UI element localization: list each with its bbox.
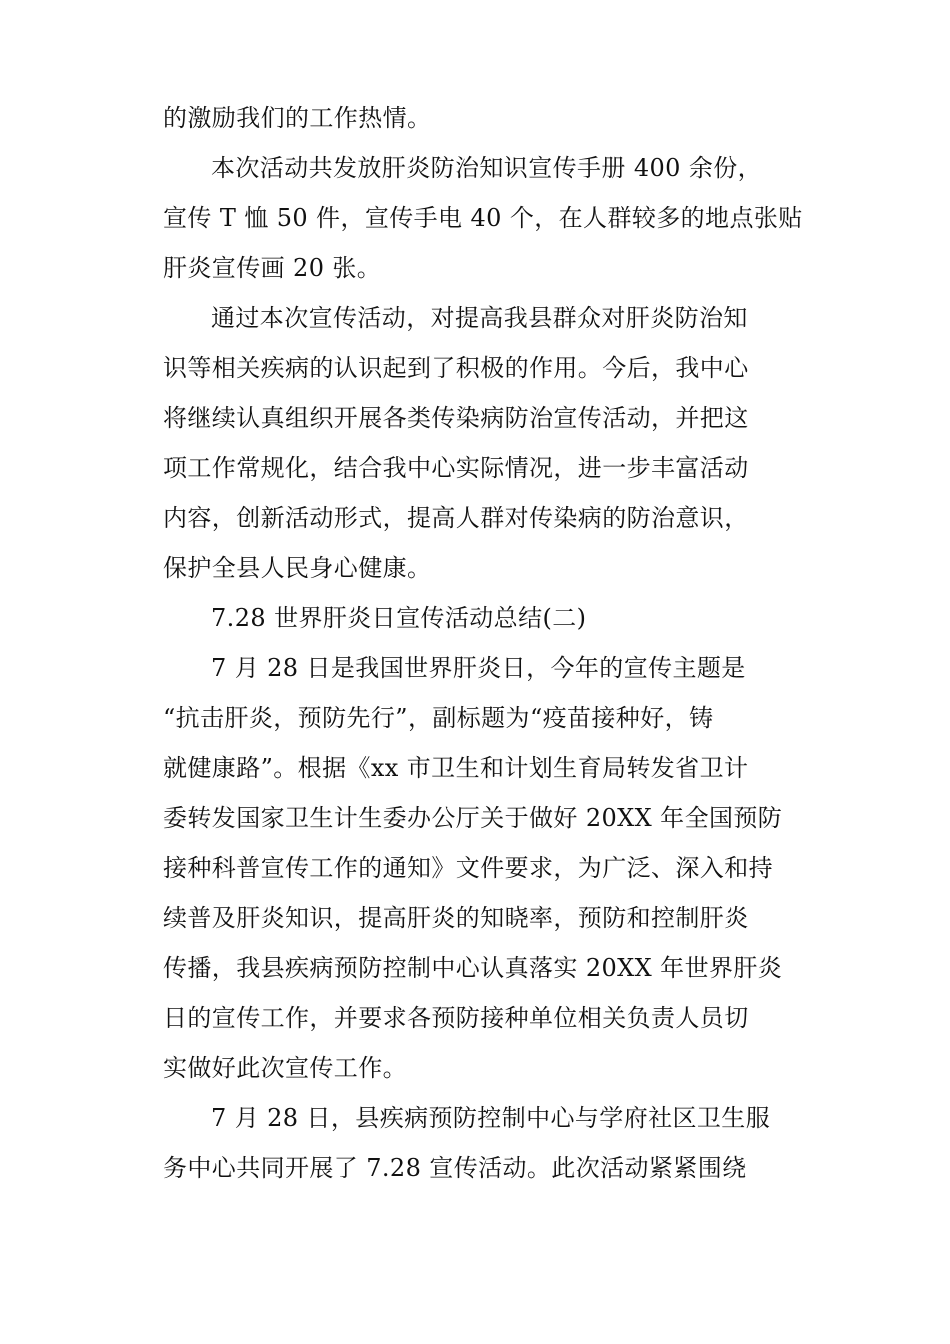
paragraph-start: 本次活动共发放肝炎防治知识宣传手册 400 余份，	[211, 154, 763, 182]
paragraph-start: 7 月 28 日，县疾病预防控制中心与学府社区卫生服	[211, 1104, 771, 1132]
text-line: 日的宣传工作，并要求各预防接种单位相关负责人员切	[163, 1004, 749, 1032]
document-body	[163, 93, 803, 1193]
text-line: 接种科普宣传工作的通知》文件要求，为广泛、深入和持	[163, 854, 773, 882]
text-line: “抗击肝炎，预防先行”，副标题为“疫苗接种好，铸	[163, 704, 714, 732]
paragraph-start: 7 月 28 日是我国世界肝炎日，今年的宣传主题是	[211, 654, 746, 682]
text-line: 项工作常规化，结合我中心实际情况，进一步丰富活动	[163, 454, 749, 482]
text-line: 就健康路”。根据《xx 市卫生和计划生育局转发省卫计	[163, 754, 749, 782]
text-line: 保护全县人民身心健康。	[163, 554, 432, 582]
text-line: 续普及肝炎知识，提高肝炎的知晓率，预防和控制肝炎	[163, 904, 749, 932]
text-line: 内容，创新活动形式，提高人群对传染病的防治意识，	[163, 504, 749, 532]
text-line: 委转发国家卫生计生委办公厅关于做好 20XX 年全国预防	[163, 804, 783, 832]
section-heading: 7.28 世界肝炎日宣传活动总结(二)	[211, 604, 587, 632]
text-line: 实做好此次宣传工作。	[163, 1054, 407, 1082]
text-line: 的激励我们的工作热情。	[163, 104, 432, 132]
text-line: 宣传 T 恤 50 件，宣传手电 40 个，在人群较多的地点张贴	[163, 204, 803, 232]
text-line: 传播，我县疾病预防控制中心认真落实 20XX 年世界肝炎	[163, 954, 783, 982]
text-line: 将继续认真组织开展各类传染病防治宣传活动，并把这	[163, 404, 749, 432]
text-line: 肝炎宣传画 20 张。	[163, 254, 382, 282]
text-line: 识等相关疾病的认识起到了积极的作用。今后，我中心	[163, 354, 749, 382]
paragraph-start: 通过本次宣传活动，对提高我县群众对肝炎防治知	[211, 304, 748, 332]
text-line: 务中心共同开展了 7.28 宣传活动。此次活动紧紧围绕	[163, 1154, 747, 1182]
